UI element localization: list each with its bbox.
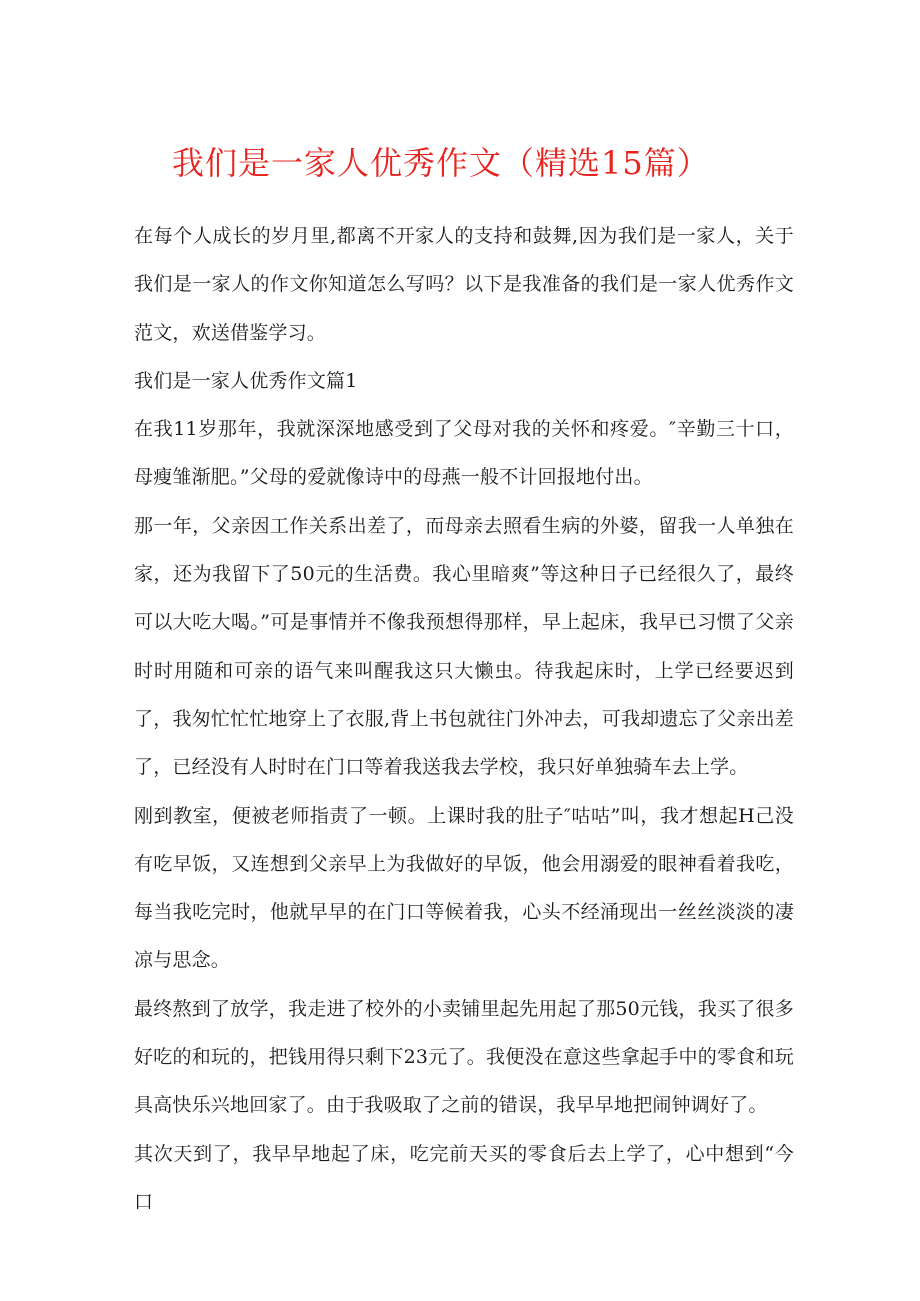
body-paragraph: 刚到教室，便被老师指责了一顿。上课时我的肚子″咕咕”叫，我才想起H己没有吃早饭，又连想到父亲早上为我做好的早饭，他会用溺爱的眼神看着我吃，每当我吃完时，他就早早的在门口等候着我，心头不经涌现出一丝丝淡淡的凄凉与思念。	[134, 804, 794, 972]
document-title: 我们是一家人优秀作文（精选15篇）	[172, 144, 710, 182]
body-paragraph: 最终熬到了放学，我走进了校外的小卖铺里起先用起了那50元钱，我买了很多好吃的和玩的，把钱用得只剩下23元了。我便没在意这些拿起手中的零食和玩具高快乐兴地回家了。由于我吸取了之前的错误，我早早地把闹钟调好了。	[134, 997, 794, 1117]
body-paragraph: 在我11岁那年，我就深深地感受到了父母对我的关怀和疼爱。″辛勤三十口，母瘦雏渐肥。”父母的爱就像诗中的母燕一般不计回报地付出。	[134, 418, 794, 489]
intro-paragraph: 在每个人成长的岁月里,都离不开家人的支持和鼓舞,因为我们是一家人，关于我们是一家人的作文你知道怎么写吗？以下是我准备的我们是一家人优秀作文范文，欢送借鉴学习。	[134, 225, 794, 344]
document-body	[134, 212, 794, 1226]
body-paragraph: 其次天到了，我早早地起了床，吃完前天买的零食后去上学了，心中想到“今口	[134, 1142, 794, 1213]
body-paragraph: 那一年，父亲因工作关系出差了，而母亲去照看生病的外婆，留我一人单独在家，还为我留下了50元的生活费。我心里暗爽”等这种日子已经很久了，最终可以大吃大喝。”可是事情并不像我预想得那样，早上起床，我早已习惯了父亲时时用随和可亲的语气来叫醒我这只大懒虫。待我起床时，上学已经要迟到了，我匆忙忙忙地穿上了衣服,背上书包就往门外冲去，可我却遗忘了父亲出差了，已经没有人时时在门口等着我送我去学校，我只好单独骑车去上学。	[134, 514, 794, 779]
section-heading: 我们是一家人优秀作文篇1	[134, 369, 358, 392]
